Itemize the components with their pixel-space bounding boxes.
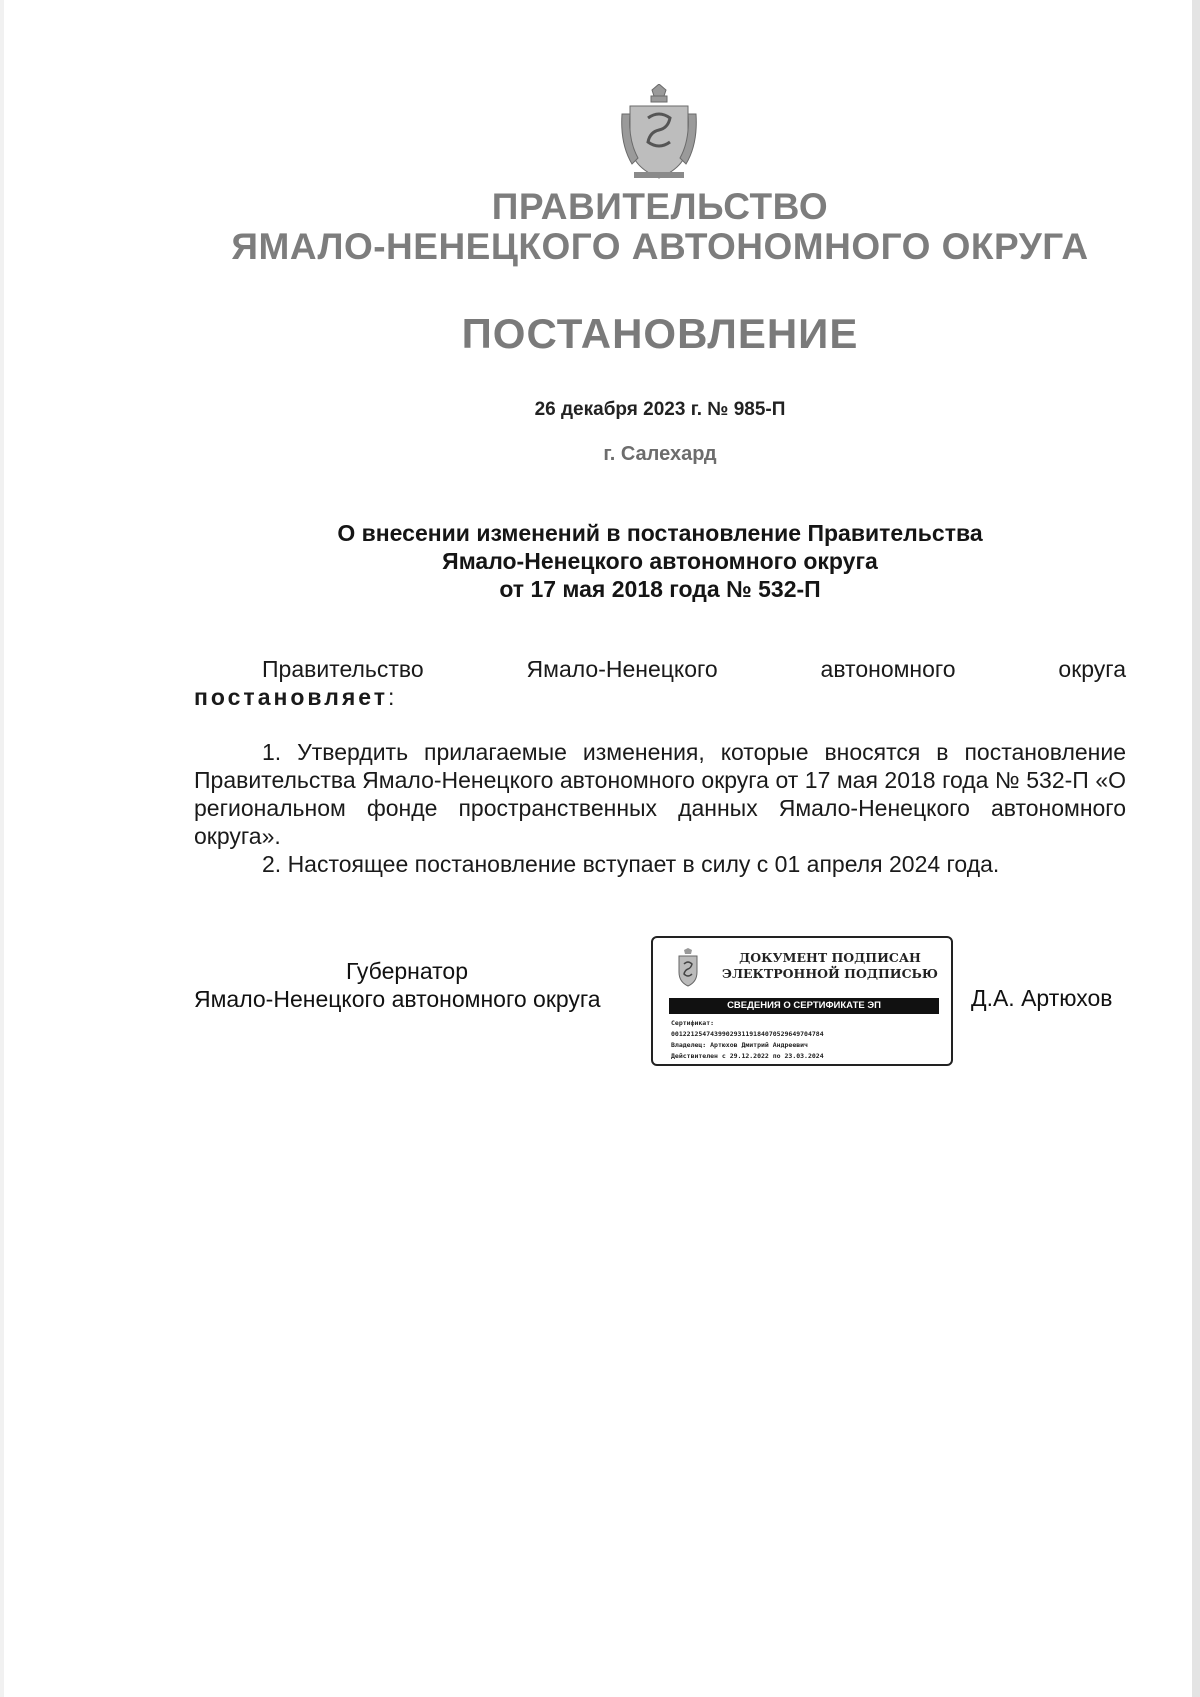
document-type: ПОСТАНОВЛЕНИЕ: [461, 310, 859, 357]
title-line3: от 17 мая 2018 года № 532-П: [499, 576, 821, 602]
org-name-line2: ЯМАЛО-НЕНЕЦКОГО АВТОНОМНОГО ОКРУГА: [231, 226, 1089, 267]
title-line2: Ямало-Ненецкого автономного округа: [442, 548, 878, 574]
intro-word: Ямало-Ненецкого: [526, 656, 718, 682]
document-title: [260, 519, 1060, 603]
stamp-heading: [715, 950, 945, 982]
stamp-heading-line1: ДОКУМЕНТ ПОДПИСАН: [739, 950, 921, 965]
signatory-name: Д.А. Артюхов: [971, 985, 1113, 1011]
org-name-line1: ПРАВИТЕЛЬСТВО: [491, 186, 829, 227]
resolution-items: [194, 738, 1126, 878]
city: г. Салехард: [603, 443, 717, 465]
electronic-signature-stamp: [651, 936, 953, 1066]
stamp-heading-line2: ЭЛЕКТРОННОЙ ПОДПИСЬЮ: [722, 966, 938, 981]
position-line1: Губернатор: [346, 958, 469, 984]
coat-of-arms-emblem: [618, 84, 700, 182]
stamp-emblem-icon: [673, 948, 703, 988]
stamp-owner: Владелец: Артюхов Дмитрий Андреевич: [671, 1041, 808, 1049]
title-line1: О внесении изменений в постановление Правительства: [337, 520, 983, 546]
intro-word: округа: [1058, 656, 1126, 682]
stamp-cert-info: [671, 1018, 951, 1062]
stamp-cert-label: Сертификат:: [671, 1019, 715, 1027]
intro-paragraph: [194, 655, 1126, 711]
stamp-cert-number: 00122125474399029311918407052964970478​4: [671, 1030, 824, 1038]
signatory-position: [194, 957, 644, 1013]
position-line2: Ямало-Ненецкого автономного округа: [194, 986, 601, 1012]
date-and-number: 26 декабря 2023 г. № 985-П: [534, 399, 786, 420]
intro-word: Правительство: [262, 656, 424, 682]
intro-verb: постановляет: [194, 684, 389, 710]
intro-colon: :: [388, 684, 395, 710]
item-2: 2. Настоящее постановление вступает в силу с 01 апреля 2024 года.: [262, 851, 1000, 877]
stamp-cert-bar: СВЕДЕНИЯ О СЕРТИФИКАТЕ ЭП: [669, 998, 939, 1014]
intro-word: автономного: [820, 656, 956, 682]
stamp-valid: Действителен с 29.12.2022 по 23.03.2024: [671, 1052, 824, 1060]
item-1: 1. Утвердить прилагаемые изменения, которые вносятся в постановление Правительства Ямало-Ненецкого автономного округа от 17 мая 2018 года № 532-П «О региональном фонде пространственных данных Ямало-Ненецкого автономного округа».: [194, 739, 1126, 849]
